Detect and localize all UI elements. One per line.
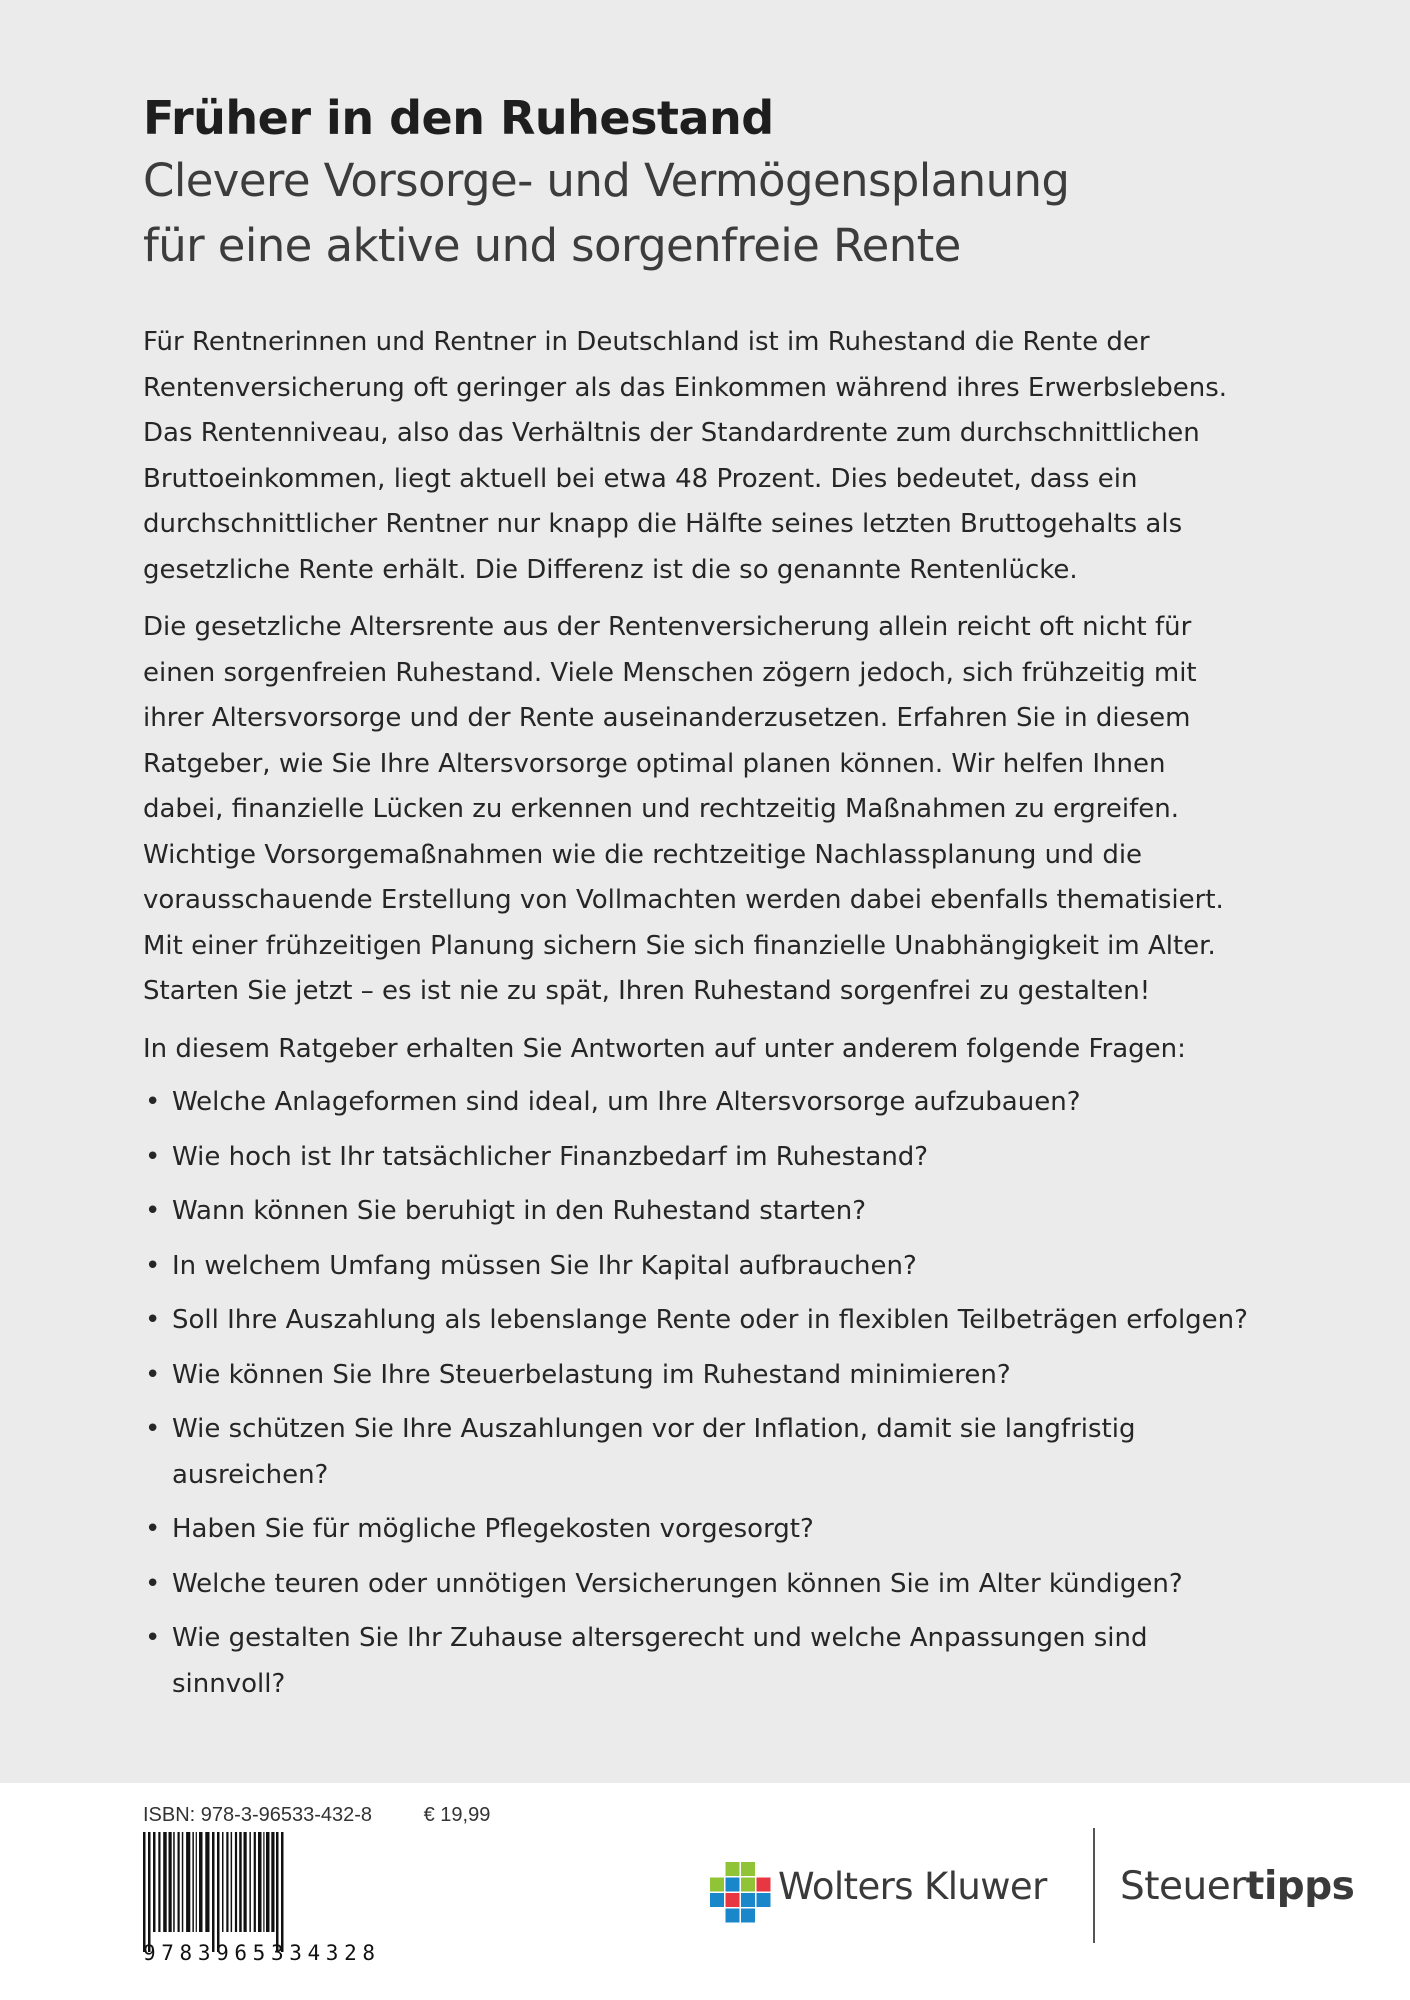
question-text: Wie hoch ist Ihr tatsächlicher Finanzbedarf im Ruhestand? <box>172 1141 929 1172</box>
question-text: Wie gestalten Sie Ihr Zuhause altersgerecht und welche Anpassungen sind <box>172 1623 1148 1653</box>
question-text: Wie können Sie Ihre Steuerbelastung im Ruhestand minimieren? <box>172 1359 1011 1390</box>
isbn-label: ISBN: 978-3-96533-432-8 <box>143 1804 373 1826</box>
bullet-icon: • <box>145 1141 161 1172</box>
barcode-bar <box>281 1832 284 1952</box>
barcode-bar <box>199 1832 203 1932</box>
barcode-bar <box>244 1832 247 1932</box>
book-subtitle <box>143 148 1293 278</box>
price-label: € 19,99 <box>423 1804 491 1826</box>
barcode-bar <box>182 1832 184 1932</box>
barcode-bar <box>212 1832 215 1952</box>
bullet-icon: • <box>145 1359 161 1390</box>
book-title: Früher in den Ruhestand <box>143 91 774 145</box>
intro-paragraph <box>143 320 1293 593</box>
paragraph-line: ihrer Altersvorsorge und der Rente auseinanderzusetzen. Erfahren Sie in diesem <box>143 703 1191 733</box>
bullet-icon: • <box>145 1196 161 1226</box>
question-item <box>143 1135 1293 1181</box>
bullet-icon: • <box>145 1305 161 1335</box>
question-item <box>143 1353 1293 1399</box>
barcode-bar <box>158 1832 160 1932</box>
question-text: Wann können Sie beruhigt in den Ruhestand starten? <box>172 1196 867 1226</box>
barcode-bar <box>217 1832 220 1952</box>
barcode-bar <box>276 1832 279 1952</box>
barcode-bar <box>173 1832 175 1932</box>
barcode-bar <box>254 1832 256 1932</box>
question-item <box>143 1244 1293 1290</box>
barcode-bar <box>235 1832 237 1932</box>
question-text: sinnvoll? <box>172 1668 286 1699</box>
paragraph-line: einen sorgenfreien Ruhestand. Viele Menschen zögern jedoch, sich frühzeitig mit <box>143 657 1197 688</box>
question-text: In welchem Umfang müssen Sie Ihr Kapital aufbrauchen? <box>172 1250 917 1281</box>
question-text: Soll Ihre Auszahlung als lebenslange Rente oder in flexiblen Teilbeträgen erfolgen? <box>172 1305 1248 1335</box>
paragraph-line: vorausschauende Erstellung von Vollmachten werden dabei ebenfalls thematisiert. <box>143 885 1224 915</box>
barcode-bar <box>263 1832 264 1932</box>
barcode-bar <box>222 1832 224 1932</box>
paragraph-line: dabei, finanzielle Lücken zu erkennen und rechtzeitig Maßnahmen zu ergreifen. <box>143 794 1180 824</box>
barcode-bar <box>192 1832 194 1932</box>
bullet-icon: • <box>145 1250 161 1281</box>
bullet-icon: • <box>145 1623 161 1653</box>
isbn-barcode <box>143 1832 375 1962</box>
barcode-bar <box>196 1832 197 1932</box>
paragraph-line: Starten Sie jetzt – es ist nie zu spät, Ihren Ruhestand sorgenfrei zu gestalten! <box>143 976 1151 1006</box>
bullet-icon: • <box>145 1414 161 1444</box>
barcode-bar <box>266 1832 270 1932</box>
barcode-bar <box>169 1832 172 1932</box>
barcode-bar <box>258 1832 262 1932</box>
question-item <box>143 1407 1293 1498</box>
bullet-icon: • <box>145 1514 161 1544</box>
book-meta <box>143 1804 490 1827</box>
barcode-bar <box>186 1832 190 1932</box>
bullet-icon: • <box>145 1087 161 1117</box>
question-item <box>143 1616 1293 1707</box>
paragraph-line: gesetzliche Rente erhält. Die Differenz ist die so genannte Rentenlücke. <box>143 554 1078 585</box>
barcode-bar <box>249 1832 251 1932</box>
paragraph-line: durchschnittlicher Rentner nur knapp die Hälfte seines letzten Bruttogehalts als <box>143 509 1183 539</box>
wolters-kluwer-logo-icon <box>706 1858 776 1928</box>
paragraph-line: Rentenversicherung oft geringer als das Einkommen während ihres Erwerbslebens. <box>143 372 1228 403</box>
question-item <box>143 1507 1293 1553</box>
barcode-bar <box>271 1832 274 1932</box>
barcode-bar <box>205 1832 209 1932</box>
publisher-name: Wolters Kluwer <box>778 1865 1047 1908</box>
paragraph-line: Für Rentnerinnen und Rentner in Deutschland ist im Ruhestand die Rente der <box>143 327 1150 357</box>
question-text: Wie schützen Sie Ihre Auszahlungen vor der Inflation, damit sie langfristig <box>172 1414 1136 1444</box>
paragraph-line: Die gesetzliche Altersrente aus der Rentenversicherung allein reicht oft nicht für <box>143 612 1192 642</box>
question-item <box>143 1189 1293 1235</box>
paragraph-line: Wichtige Vorsorgemaßnahmen wie die rechtzeitige Nachlassplanung und die <box>143 839 1143 870</box>
barcode-bar <box>148 1832 151 1952</box>
series-prefix: Steuer <box>1120 1864 1246 1909</box>
bullet-icon: • <box>145 1568 161 1599</box>
barcode-bar <box>163 1832 167 1932</box>
series-suffix: tipps <box>1245 1864 1355 1909</box>
questions-list <box>143 1080 1293 1707</box>
question-text: ausreichen? <box>172 1459 329 1490</box>
description-paragraph <box>143 605 1293 1015</box>
paragraph-line: Ratgeber, wie Sie Ihre Altersvorsorge optimal planen können. Wir helfen Ihnen <box>143 748 1166 779</box>
question-text: Welche Anlageformen sind ideal, um Ihre Altersvorsorge aufzubauen? <box>172 1087 1081 1117</box>
question-text: Haben Sie für mögliche Pflegekosten vorgesorgt? <box>172 1514 814 1544</box>
questions-intro: In diesem Ratgeber erhalten Sie Antworten auf unter anderem folgende Fragen: <box>143 1033 1186 1064</box>
paragraph-line: Bruttoeinkommen, liegt aktuell bei etwa 48 Prozent. Dies bedeutet, dass ein <box>143 463 1138 494</box>
barcode-bar <box>239 1832 242 1932</box>
question-item <box>143 1298 1293 1344</box>
barcode-bar <box>226 1832 228 1932</box>
question-item <box>143 1562 1293 1608</box>
barcode-bar <box>143 1832 146 1952</box>
subtitle-line: für eine aktive und sorgenfreie Rente <box>143 219 961 272</box>
question-item <box>143 1080 1293 1126</box>
barcode-digits: 9783965334328 <box>143 1941 375 1962</box>
series-name <box>1120 1862 1354 1912</box>
cover-content <box>143 88 1293 1716</box>
barcode-bar <box>153 1832 156 1932</box>
barcode-bar <box>178 1832 180 1932</box>
logo-divider <box>1093 1828 1095 1943</box>
question-text: Welche teuren oder unnötigen Versicherungen können Sie im Alter kündigen? <box>172 1568 1183 1599</box>
paragraph-line: Das Rentenniveau, also das Verhältnis der Standardrente zum durchschnittlichen <box>143 418 1200 448</box>
paragraph-line: Mit einer frühzeitigen Planung sichern Sie sich finanzielle Unabhängigkeit im Alter. <box>143 930 1216 961</box>
subtitle-line: Clevere Vorsorge- und Vermögensplanung <box>143 154 1070 207</box>
barcode-bar <box>231 1832 233 1932</box>
